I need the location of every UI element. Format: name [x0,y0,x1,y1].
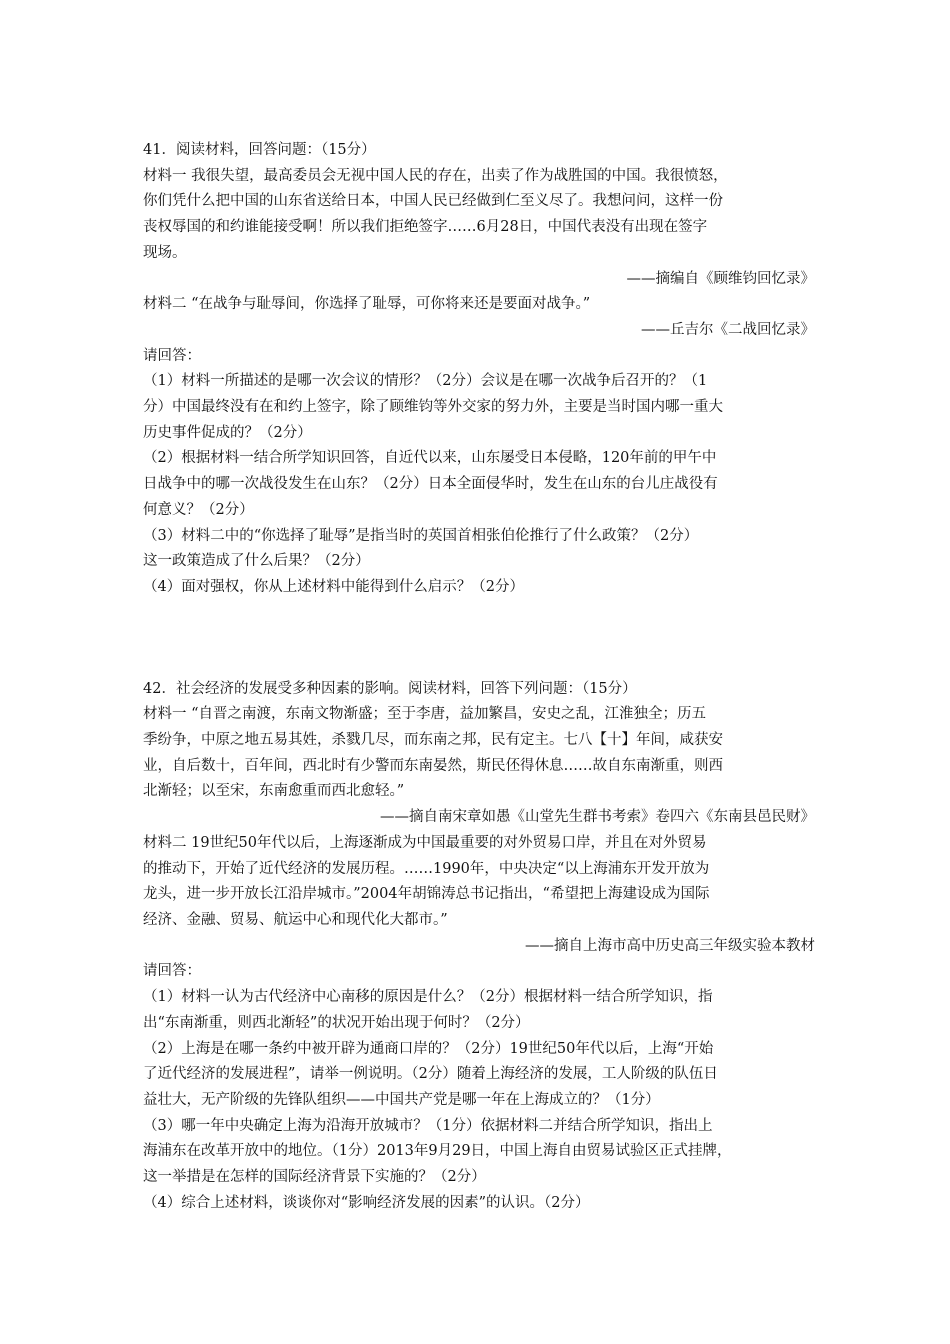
q41-material-1-line: 你们凭什么把中国的山东省送给日本，中国人民已经做到仁至义尽了。我想问问，这样一份 [143,193,723,210]
q41-part-2: 日战争中的哪一次战役发生在山东？（2分）日本全面侵华时，发生在山东的台儿庄战役有 [143,476,718,493]
q42-material-2-line: 的推动下，开始了近代经济的发展历程。……1990年，中央决定“以上海浦东开发开放为 [143,860,710,877]
question-42-title: 42．社会经济的发展受多种因素的影响。阅读材料，回答下列问题：（15分） [143,680,637,697]
q42-material-1-line: 业，自后数十，百年间，西北时有少警而东南晏然，斯民伾得休息……故自东南渐重，则西 [143,757,723,774]
q41-part-1: （1）材料一所描述的是哪一次会议的情形？（2分）会议是在哪一次战争后召开的？（1 [143,373,708,390]
q42-material-2-line: 经济、金融、贸易、航运中心和现代化大都市。” [143,911,448,928]
q42-material-1-line: 季纷争，中原之地五易其姓，杀戮几尽，而东南之邦，民有定主。七八【十】年间，咸获安 [143,732,723,749]
q41-material-2-source: ——丘吉尔《二战回忆录》 [641,321,815,338]
question-41-title: 41．阅读材料，回答问题：（15分） [143,142,376,158]
section-gap [143,601,815,677]
q42-part-1: （1）材料一认为古代经济中心南移的原因是什么？（2分）根据材料一结合所学知识，指 [143,989,713,1006]
q42-part-4: （4）综合上述材料，谈谈你对“影响经济发展的因素”的认识。（2分） [143,1194,590,1211]
q42-part-2: （2）上海是在哪一条约中被开辟为通商口岸的？（2分）19世纪50年代以后，上海“开始 [143,1040,714,1057]
q42-answer-prompt: 请回答： [143,963,201,980]
q41-part-2: 何意义？（2分） [143,501,254,518]
exam-page [143,138,815,1216]
question-41 [143,138,815,601]
q41-part-1: 历史事件促成的？（2分） [143,424,312,441]
q42-part-3: 这一举措是在怎样的国际经济背景下实施的？（2分） [143,1169,486,1186]
q42-part-3: 海浦东在改革开放中的地位。（1分）2013年9月29日，中国上海自由贸易试验区正式挂牌， [143,1143,732,1160]
q42-part-3: （3）哪一年中央确定上海为沿海开放城市？（1分）依据材料二并结合所学知识，指出上 [143,1117,713,1134]
q41-part-3: （3）材料二中的“你选择了耻辱”是指当时的英国首相张伯伦推行了什么政策？（2分） [143,527,699,544]
q41-material-1-source: ——摘编自《顾维钧回忆录》 [626,270,815,287]
q41-part-3: 这一政策造成了什么后果？（2分） [143,553,370,570]
q41-part-4: （4）面对强权，你从上述材料中能得到什么启示？（2分） [143,578,524,595]
q42-part-2: 益壮大，无产阶级的先锋队组织——中国共产党是哪一年在上海成立的？（1分） [143,1091,660,1108]
q42-material-2-line: 龙头，进一步开放长江沿岸城市。”2004年胡锦涛总书记指出，“希望把上海建设成为国际 [143,886,710,903]
q42-part-2: 了近代经济的发展进程”，请举一例说明。（2分）随着上海经济的发展，工人阶级的队伍日 [143,1066,718,1083]
question-42 [143,677,815,1217]
q41-material-1-line: 现场。 [143,244,187,261]
q41-material-2-line: 材料二 “在战争与耻辱间，你选择了耻辱，可你将来还是要面对战争。” [143,296,591,313]
q42-material-1-line: 材料一 “自晋之南渡，东南文物渐盛；至于李唐，益加繁昌，安史之乱，江淮独全；历五 [143,706,707,723]
q42-part-1: 出“东南渐重，则西北渐轻”的状况开始出现于何时？（2分） [143,1014,530,1031]
q41-material-1-line: 丧权辱国的和约谁能接受啊！所以我们拒绝签字……6月28日，中国代表没有出现在签字 [143,219,708,236]
q42-material-2-source: ——摘自上海市高中历史高三年级实验本教材 [525,937,815,954]
q42-material-2-line: 材料二 19世纪50年代以后，上海逐渐成为中国最重要的对外贸易口岸，并且在对外贸易 [143,834,707,851]
q42-material-1-line: 北渐轻；以至宋，东南愈重而西北愈轻。” [143,783,405,800]
q41-part-2: （2）根据材料一结合所学知识回答，自近代以来，山东屡受日本侵略，120年前的甲午中 [143,450,717,467]
q41-part-1: 分）中国最终没有在和约上签字，除了顾维钧等外交家的努力外，主要是当时国内哪一重大 [143,399,723,416]
q42-material-1-source: ——摘自南宋章如愚《山堂先生群书考索》卷四六《东南县邑民财》 [380,809,815,826]
q41-material-1-line: 材料一 我很失望，最高委员会无视中国人民的存在，出卖了作为战胜国的中国。我很愤怒， [143,167,728,184]
q41-answer-prompt: 请回答： [143,347,201,364]
